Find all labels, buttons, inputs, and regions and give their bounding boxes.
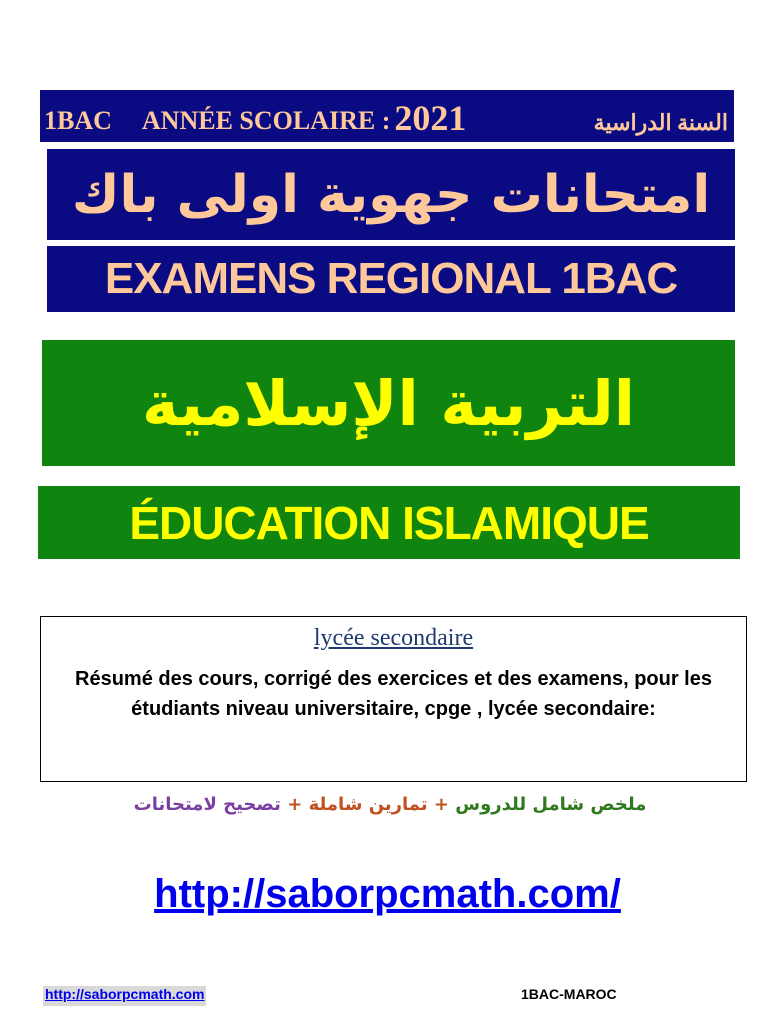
subject-french-banner: [38, 486, 740, 559]
plus-sign-1: +: [433, 794, 449, 815]
level-label: 1BAC: [44, 106, 112, 135]
plus-sign-2: +: [287, 794, 303, 815]
features-line: [60, 794, 720, 824]
info-box: [40, 616, 747, 782]
main-website-link[interactable]: http://saborpcmath.com/: [154, 872, 621, 916]
feature-exercises: تمارين شاملة: [308, 794, 428, 815]
year-value: 2021: [394, 98, 467, 138]
footer-level-country: 1BAC-MAROC: [521, 986, 617, 1002]
subject-arabic-banner: [42, 340, 735, 466]
feature-corrections: تصحيح لامتحانات: [133, 794, 281, 815]
feature-summary: ملخص شامل للدروس: [455, 794, 647, 815]
footer-website-link[interactable]: http://saborpcmath.com: [43, 986, 206, 1006]
info-heading: lycée secondaire: [313, 625, 474, 651]
info-description: Résumé des cours, corrigé des exercices et des examens, pour les étudiants niveau universitaire, cpge , lycée secondaire:: [75, 668, 712, 720]
french-title-banner: [47, 246, 735, 312]
arabic-title: امتحانات جهوية اولى باك: [71, 164, 711, 225]
french-title: EXAMENS REGIONAL 1BAC: [104, 254, 678, 303]
school-year-arabic: السنة الدراسية: [593, 110, 728, 135]
school-year-label: ANNÉE SCOLAIRE :: [141, 106, 391, 135]
arabic-title-banner: [47, 149, 735, 240]
subject-arabic: التربية الإسلامية: [142, 366, 635, 440]
school-year-banner: [40, 90, 734, 142]
subject-french: ÉDUCATION ISLAMIQUE: [129, 496, 649, 549]
